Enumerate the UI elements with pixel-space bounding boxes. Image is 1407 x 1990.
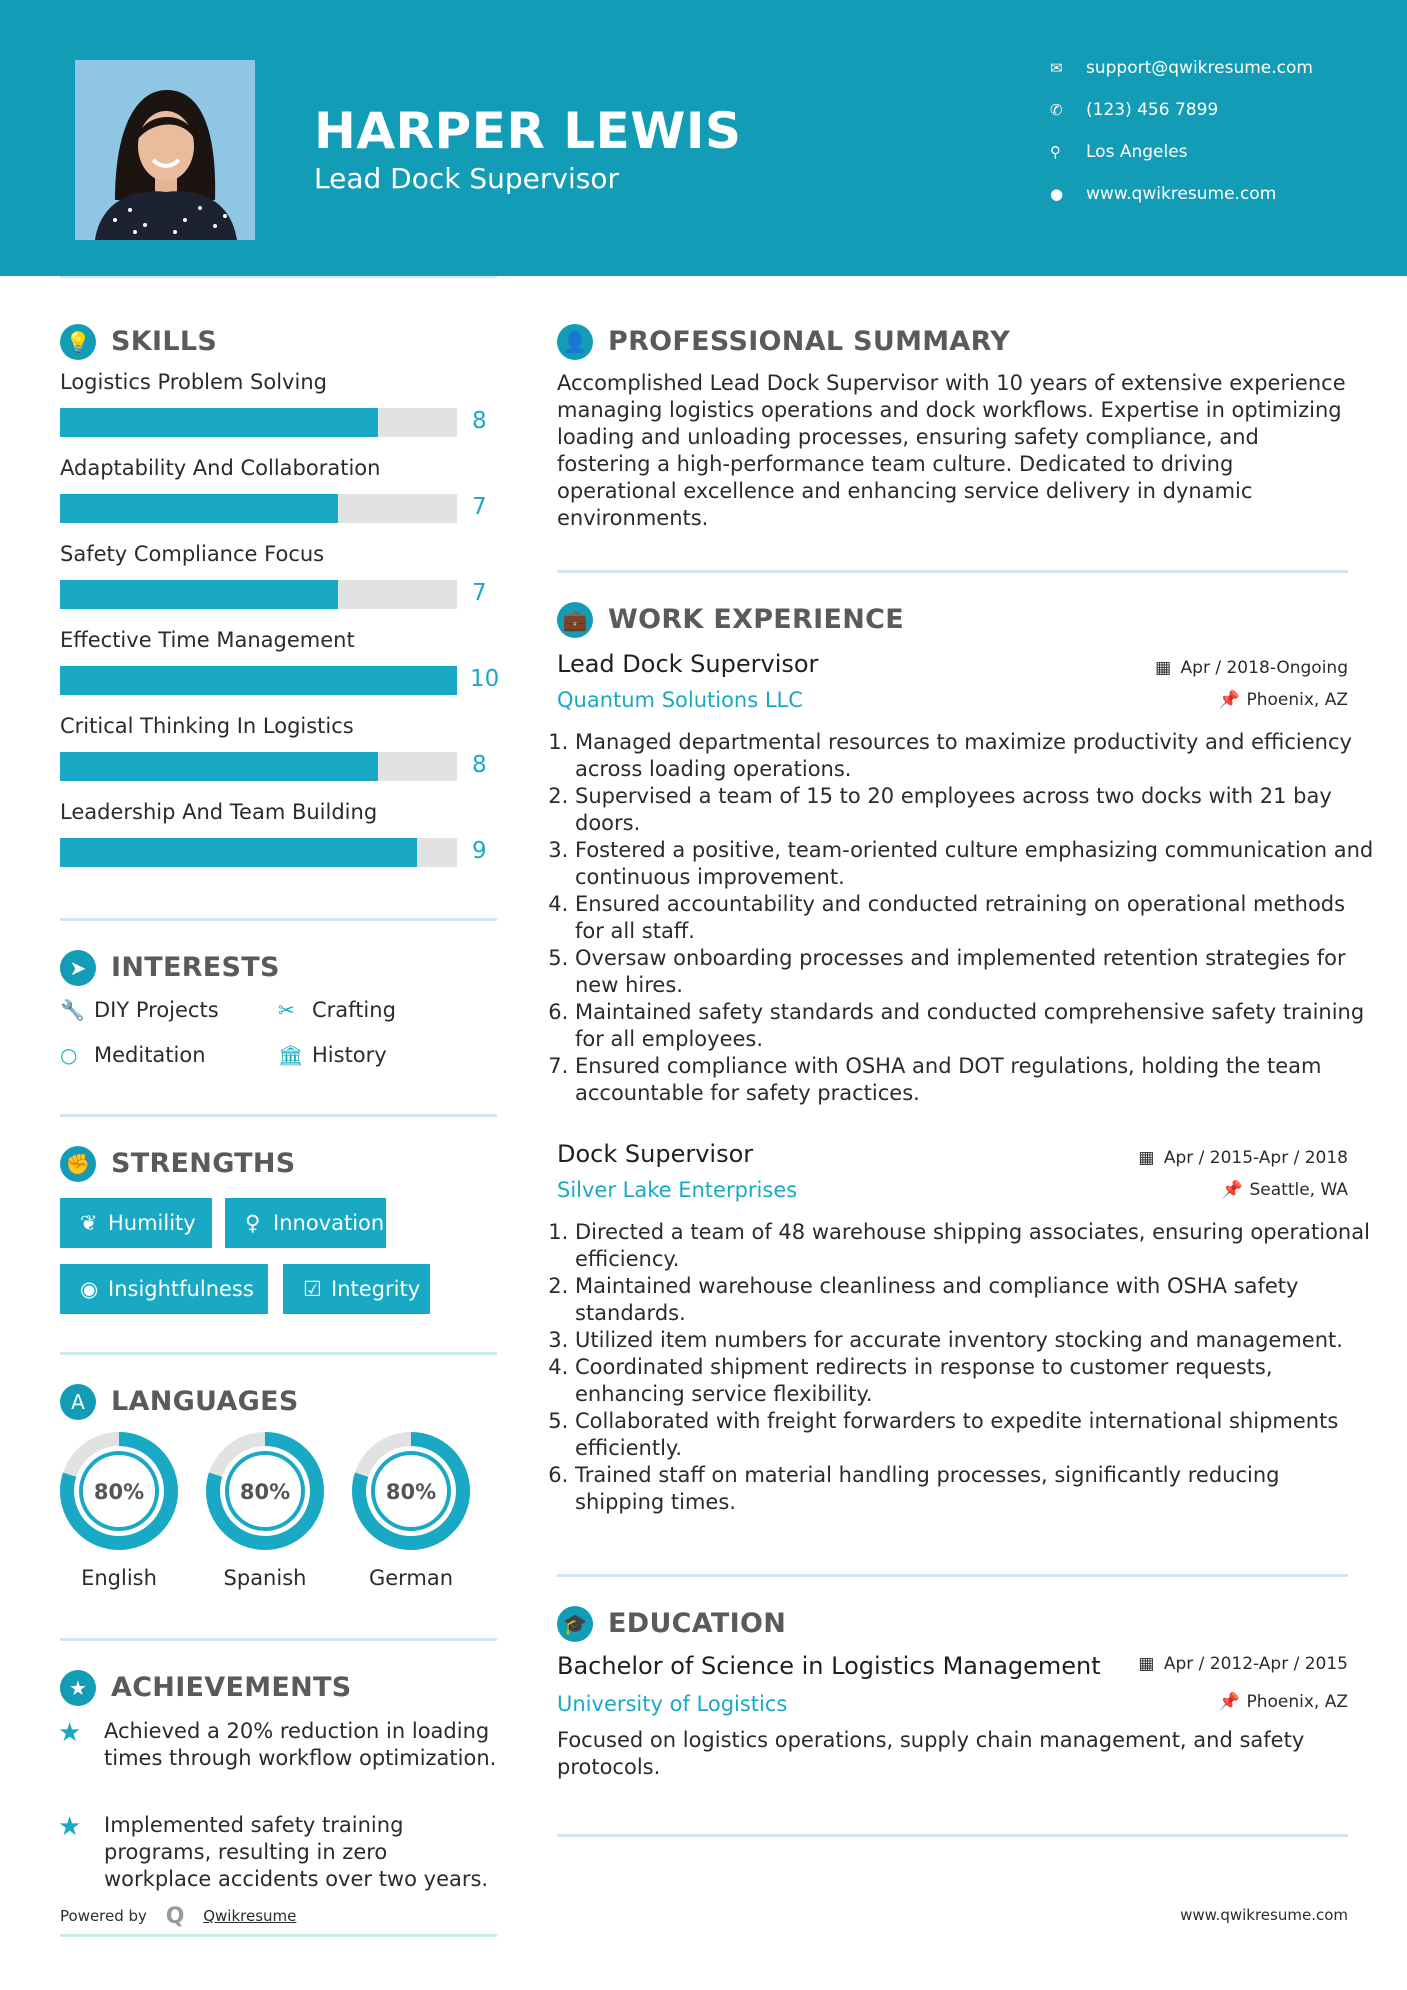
pin-icon: 📌 xyxy=(1218,1692,1240,1712)
duty-item: 5. Collaborated with freight forwarders to expedite international shipments efficiently. xyxy=(575,1408,1375,1462)
education-dates: ▦ Apr / 2012-Apr / 2015 xyxy=(1134,1654,1348,1674)
brand-link[interactable]: Qwikresume xyxy=(203,1907,297,1925)
interest-item: 🏛 History xyxy=(278,1043,387,1067)
wrench-icon: 🔧 xyxy=(60,998,85,1022)
skill-value: 9 xyxy=(472,838,487,864)
skill-label: Critical Thinking In Logistics xyxy=(60,714,354,738)
calendar-icon: ▦ xyxy=(1155,658,1172,678)
section-title-summary: PROFESSIONAL SUMMARY xyxy=(608,326,1011,357)
skill-bar xyxy=(60,580,457,609)
skill-bar xyxy=(60,408,457,437)
pin-icon: 📌 xyxy=(1221,1180,1243,1200)
fist-icon: ✊ xyxy=(60,1146,96,1182)
duties-list xyxy=(557,729,1375,1107)
user-icon: 👤 xyxy=(557,324,593,360)
qwikresume-logo-icon: Q xyxy=(165,1904,185,1929)
calendar-icon: ▦ xyxy=(1138,1148,1155,1168)
leaf-icon: ❦ xyxy=(80,1211,98,1235)
skill-label: Leadership And Team Building xyxy=(60,800,378,824)
envelope-icon: ✉ xyxy=(1050,59,1063,77)
globe-icon: ● xyxy=(1050,185,1064,203)
star-icon: ★ xyxy=(58,1718,82,1748)
section-title-experience: WORK EXPERIENCE xyxy=(608,604,904,635)
skill-value: 7 xyxy=(472,580,487,606)
skill-value: 7 xyxy=(472,494,487,520)
duty-item: 3. Fostered a positive, team-oriented culture emphasizing communication and continuous improvement. xyxy=(575,837,1375,891)
powered-by: Powered by Q Qwikresume xyxy=(60,1904,297,1929)
degree-title: Bachelor of Science in Logistics Management xyxy=(557,1652,1101,1680)
paper-plane-icon: ➤ xyxy=(60,950,96,986)
skill-label: Effective Time Management xyxy=(60,628,355,652)
section-title-education: EDUCATION xyxy=(608,1608,787,1639)
achievement-item: Implemented safety training programs, resulting in zero workplace accidents over two years. xyxy=(104,1813,489,1891)
divider xyxy=(60,1114,497,1117)
language-donut xyxy=(58,1430,180,1552)
strength-badge: ☑ Integrity xyxy=(283,1264,430,1314)
skill-value: 8 xyxy=(472,408,487,434)
language-donut xyxy=(204,1430,326,1552)
section-title-languages: LANGUAGES xyxy=(111,1386,299,1417)
duty-item: 6. Trained staff on material handling processes, significantly reducing shipping times. xyxy=(575,1462,1375,1516)
skill-bar xyxy=(60,752,457,781)
strength-badge: ◉ Insightfulness xyxy=(60,1264,268,1314)
duty-item: 6. Maintained safety standards and conducted comprehensive safety training for all employees. xyxy=(575,999,1375,1053)
contact-email[interactable]: ✉ support@qwikresume.com xyxy=(1050,58,1313,78)
phone-icon: ✆ xyxy=(1050,101,1063,119)
section-title-skills: SKILLS xyxy=(111,326,218,357)
pin-icon: 📌 xyxy=(1218,690,1240,710)
candidate-name: HARPER LEWIS xyxy=(314,102,742,160)
contact-phone: ✆ (123) 456 7899 xyxy=(1050,100,1219,120)
map-pin-icon: ⚲ xyxy=(1050,143,1061,161)
job-location: 📌 Phoenix, AZ xyxy=(1218,690,1348,710)
translate-icon: A xyxy=(60,1384,96,1420)
duty-item: 5. Oversaw onboarding processes and implemented retention strategies for new hires. xyxy=(575,945,1375,999)
language-label: Spanish xyxy=(223,1566,307,1590)
strength-badge: ❦ Humility xyxy=(60,1198,212,1248)
skill-bar-fill xyxy=(60,580,338,609)
interest-item: ✂ Crafting xyxy=(278,998,396,1022)
summary-text: Accomplished Lead Dock Supervisor with 10 years of extensive experience managing logistics operations and dock workflows. Expertise in optimizing loading and unloading processes, ensuring safety compliance, and fostering a high-performance team culture. Dedicated to driving operational excellence and enhancing service delivery in dynamic environments. xyxy=(557,371,1346,530)
duty-item: 2. Supervised a team of 15 to 20 employees across two docks with 21 bay doors. xyxy=(575,783,1375,837)
section-title-interests: INTERESTS xyxy=(111,952,280,983)
divider xyxy=(60,1352,497,1355)
divider xyxy=(557,1834,1348,1837)
divider xyxy=(60,1638,497,1641)
language-percent: 80% xyxy=(239,1480,291,1504)
star-badge-icon: ★ xyxy=(60,1670,96,1706)
job-dates: ▦ Apr / 2015-Apr / 2018 xyxy=(1134,1148,1348,1168)
duty-item: 3. Utilized item numbers for accurate inventory stocking and management. xyxy=(575,1327,1375,1354)
profile-photo xyxy=(75,60,255,240)
scissors-icon: ✂ xyxy=(278,998,295,1022)
job-title: Dock Supervisor xyxy=(557,1140,754,1168)
skill-bar-fill xyxy=(60,838,417,867)
interest-item: 🔧 DIY Projects xyxy=(60,998,219,1022)
lightbulb-icon: 💡 xyxy=(60,324,96,360)
language-donut xyxy=(350,1430,472,1552)
language-label: English xyxy=(81,1566,157,1590)
skill-bar xyxy=(60,838,457,867)
divider xyxy=(60,918,497,921)
duty-item: 4. Ensured accountability and conducted retraining on operational methods for all staff. xyxy=(575,891,1375,945)
skill-bar xyxy=(60,494,457,523)
header-banner xyxy=(0,0,1407,276)
language-percent: 80% xyxy=(93,1480,145,1504)
divider xyxy=(60,276,497,278)
divider xyxy=(60,1934,497,1937)
museum-icon: 🏛 xyxy=(278,1043,304,1067)
candidate-role: Lead Dock Supervisor xyxy=(314,162,619,195)
duty-item: 4. Coordinated shipment redirects in response to customer requests, enhancing service flexibility. xyxy=(575,1354,1375,1408)
job-dates: ▦ Apr / 2018-Ongoing xyxy=(1151,658,1348,678)
skill-bar-fill xyxy=(60,408,378,437)
check-square-icon: ☑ xyxy=(303,1277,322,1301)
briefcase-icon: 💼 xyxy=(557,602,593,638)
education-description: Focused on logistics operations, supply chain management, and safety protocols. xyxy=(557,1728,1305,1779)
job-location: 📌 Seattle, WA xyxy=(1221,1180,1348,1200)
skill-bar-fill xyxy=(60,752,378,781)
lightbulb-icon: ♀ xyxy=(245,1211,261,1235)
duty-item: 1. Managed departmental resources to maximize productivity and efficiency across loading operations. xyxy=(575,729,1375,783)
circle-icon: ○ xyxy=(60,1043,78,1067)
company-name: Quantum Solutions LLC xyxy=(557,688,803,712)
divider xyxy=(557,570,1348,573)
section-title-strengths: STRENGTHS xyxy=(111,1148,296,1179)
language-percent: 80% xyxy=(385,1480,437,1504)
company-name: Silver Lake Enterprises xyxy=(557,1178,798,1202)
contact-website[interactable]: ● www.qwikresume.com xyxy=(1050,184,1277,204)
footer-website[interactable]: www.qwikresume.com xyxy=(1180,1906,1348,1924)
duty-item: 1. Directed a team of 48 warehouse shipping associates, ensuring operational efficiency. xyxy=(575,1219,1375,1273)
skill-value: 8 xyxy=(472,752,487,778)
duty-item: 7. Ensured compliance with OSHA and DOT regulations, holding the team accountable for safety practices. xyxy=(575,1053,1375,1107)
strength-badge: ♀ Innovation xyxy=(225,1198,386,1248)
language-label: German xyxy=(368,1566,454,1590)
skill-label: Adaptability And Collaboration xyxy=(60,456,381,480)
skill-label: Logistics Problem Solving xyxy=(60,370,327,394)
eye-icon: ◉ xyxy=(80,1277,99,1301)
school-name: University of Logistics xyxy=(557,1692,788,1716)
duty-item: 2. Maintained warehouse cleanliness and compliance with OSHA safety standards. xyxy=(575,1273,1375,1327)
skill-bar xyxy=(60,666,457,695)
achievement-item: Achieved a 20% reduction in loading times through workflow optimization. xyxy=(104,1719,497,1770)
skill-label: Safety Compliance Focus xyxy=(60,542,325,566)
education-location: 📌 Phoenix, AZ xyxy=(1218,1692,1348,1712)
section-title-achievements: ACHIEVEMENTS xyxy=(111,1672,352,1703)
calendar-icon: ▦ xyxy=(1138,1654,1155,1674)
duties-list xyxy=(557,1219,1375,1516)
star-icon: ★ xyxy=(58,1812,82,1842)
skill-value: 10 xyxy=(470,666,500,692)
interest-item: ○ Meditation xyxy=(60,1043,206,1067)
skill-bar-fill xyxy=(60,666,457,695)
divider xyxy=(557,1574,1348,1577)
skill-bar-fill xyxy=(60,494,338,523)
job-title: Lead Dock Supervisor xyxy=(557,650,819,678)
graduate-icon: 🎓 xyxy=(557,1606,593,1642)
contact-location: ⚲ Los Angeles xyxy=(1050,142,1188,162)
